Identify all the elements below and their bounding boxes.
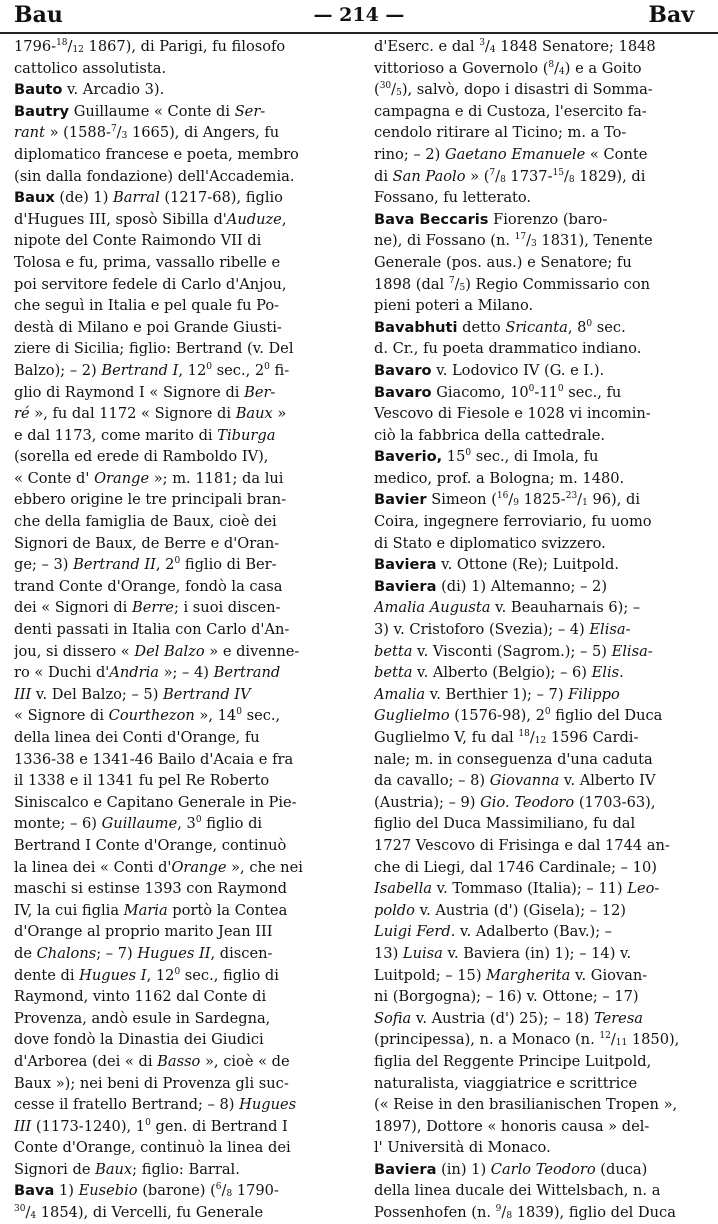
text-line: d'Arborea (dei « di Basso », cioè « de bbox=[14, 1052, 290, 1070]
text-line: cendolo ritirare al Ticino; m. a To- bbox=[374, 124, 627, 142]
text-line: diplomatico francese e poeta, membro bbox=[14, 145, 299, 163]
text-line: betta v. Visconti (Sagrom.); – 5) Elisa- bbox=[374, 642, 653, 660]
text-line: dente di Hugues I, $12^0$ sec., figlio di bbox=[14, 966, 279, 984]
text-line: Signori de Baux, de Berre e d'Oran- bbox=[14, 534, 280, 552]
text-line: naturalista, viaggiatrice e scrittrice bbox=[374, 1074, 638, 1092]
text-line: della linea ducale dei Wittelsbach, n. a bbox=[374, 1182, 661, 1200]
text-line: ge; – 3) Bertrand II, $2^0$ figlio di Ber- bbox=[14, 556, 277, 574]
text-line: figlio del Duca Massimiliano, fu dal bbox=[374, 815, 636, 833]
text-line: Bavaro Giacomo, $10^0-11^0$ sec., fu bbox=[374, 383, 622, 401]
page-header bbox=[0, 0, 718, 34]
text-line: Fossano, fu letterato. bbox=[374, 189, 532, 207]
text-line: che della famiglia de Baux, cioè dei bbox=[14, 513, 277, 531]
text-line: Guglielmo (1576-98), $2^0$ figlio del Duca bbox=[374, 707, 663, 725]
right-column bbox=[374, 36, 702, 1224]
text-line: 3) v. Cristoforo (Svezia); – 4) Elisa- bbox=[374, 621, 631, 639]
text-line: Bertrand I Conte d'Orange, continuò bbox=[14, 836, 287, 854]
text-line: Balzo); – 2) Bertrand I, $12^0$ sec., $2^0$ fi- bbox=[14, 361, 290, 379]
text-line: poldo v. Austria (d') (Gisela); – 12) bbox=[374, 901, 626, 919]
text-line: ro « Duchi d'Andria »; – 4) Bertrand bbox=[14, 664, 281, 682]
text-line: Provenza, andò esule in Sardegna, bbox=[14, 1009, 271, 1027]
text-line: ziere di Sicilia; figlio: Bertrand (v. Del bbox=[14, 340, 294, 358]
text-line: ciò la fabbrica della cattedrale. bbox=[374, 426, 606, 444]
text-line: Baux (de) 1) Barral (1217-68), figlio bbox=[14, 189, 283, 207]
text-line: (Austria); – 9) Gio. Teodoro (1703-63), bbox=[374, 793, 656, 811]
text-line: rino; – 2) Gaetano Emanuele « Conte bbox=[374, 145, 648, 163]
text-line: Baviera (di) 1) Altemanno; – 2) bbox=[374, 577, 608, 595]
text-line: l' Università di Monaco. bbox=[374, 1139, 551, 1157]
text-line: nale; m. in conseguenza d'una caduta bbox=[374, 750, 653, 768]
text-line: (sorella ed erede di Ramboldo IV), bbox=[14, 448, 269, 466]
text-line: 1336-38 e 1341-46 Bailo d'Acaia e fra bbox=[14, 750, 294, 768]
text-line: rant » ($1588-^7/_3$ 1665), di Angers, fu bbox=[14, 124, 280, 142]
text-line: campagna e di Custoza, l'esercito fa- bbox=[374, 102, 647, 120]
text-line: e dal 1173, come marito di Tiburga bbox=[14, 426, 276, 444]
text-line: figlia del Reggente Principe Luitpold, bbox=[374, 1052, 652, 1070]
text-line: Vescovo di Fiesole e 1028 vi incomin- bbox=[374, 405, 651, 423]
text-line: Luitpold; – 15) Margherita v. Giovan- bbox=[374, 966, 648, 984]
text-line: che seguì in Italia e pel quale fu Po- bbox=[14, 297, 280, 315]
text-line: Luigi Ferd. v. Adalberto (Bav.); – bbox=[374, 923, 613, 941]
text-line: Raymond, vinto 1162 dal Conte di bbox=[14, 988, 267, 1006]
text-line: che di Liegi, dal 1746 Cardinale; – 10) bbox=[374, 858, 657, 876]
text-line: d'Orange al proprio marito Jean III bbox=[14, 923, 273, 941]
text-line: Baviera (in) 1) Carlo Teodoro (duca) bbox=[374, 1160, 648, 1178]
text-line: monte; – 6) Guillaume, $3^0$ figlio di bbox=[14, 815, 263, 833]
text-line: ebbero origine le tre principali bran- bbox=[14, 491, 287, 509]
text-line: vittorioso a Governolo $(^8/_4)$ e a Goito bbox=[374, 59, 642, 77]
text-line: di Stato e diplomatico svizzero. bbox=[374, 534, 606, 552]
text-line: de Chalons; – 7) Hugues II, discen- bbox=[14, 944, 273, 962]
text-line: Bavier Simeon ($^{16}/_9$ $1825-^{23}/_1$ 96), di bbox=[374, 491, 641, 509]
text-line: da cavallo; – 8) Giovanna v. Alberto IV bbox=[374, 772, 656, 790]
text-line: (principessa), n. a Monaco (n. $^{12}/_{11}$ 1850), bbox=[374, 1031, 680, 1049]
text-line: Bavaro v. Lodovico IV (G. e I.). bbox=[374, 361, 605, 379]
text-line: Amalia Augusta v. Beauharnais 6); – bbox=[374, 599, 641, 617]
text-line: maschi si estinse 1393 con Raymond bbox=[14, 880, 287, 898]
text-line: 1897), Dottore « honoris causa » del- bbox=[374, 1117, 650, 1135]
text-line: betta v. Alberto (Belgio); – 6) Elis. bbox=[374, 664, 624, 682]
header-right-guideword: Bav bbox=[648, 2, 694, 28]
page-number: — 214 — bbox=[313, 4, 405, 26]
text-line: Possenhofen (n. $^9/_8$ 1839), figlio del Duca bbox=[374, 1204, 676, 1222]
text-line: Signori de Baux; figlio: Barral. bbox=[14, 1160, 240, 1178]
text-line: Amalia v. Berthier 1); – 7) Filippo bbox=[374, 685, 620, 703]
text-line: ne), di Fossano (n. $^{17}/_3$ 1831), Tenente bbox=[374, 232, 653, 250]
text-line: « Signore di Courthezon », $14^0$ sec., bbox=[14, 707, 281, 725]
text-line: III v. Del Balzo; – 5) Bertrand IV bbox=[14, 685, 251, 703]
text-line: Tolosa e fu, prima, vassallo ribelle e bbox=[14, 253, 281, 271]
text-line: Sofia v. Austria (d') 25); – 18) Teresa bbox=[374, 1009, 644, 1027]
text-line: di San Paolo » ($^7/_8$ $1737-^{15}/_8$ 1829), di bbox=[374, 167, 646, 185]
text-line: d. Cr., fu poeta drammatico indiano. bbox=[374, 340, 642, 358]
text-line: Bautry Guillaume « Conte di Ser- bbox=[14, 102, 266, 120]
text-line: trand Conte d'Orange, fondò la casa bbox=[14, 577, 283, 595]
text-line: jou, si dissero « Del Balzo » e divenne- bbox=[14, 642, 300, 660]
text-line: dei « Signori di Berre; i suoi discen- bbox=[14, 599, 281, 617]
text-line: (« Reise in den brasilianischen Tropen », bbox=[374, 1096, 678, 1114]
text-line: Conte d'Orange, continuò la linea dei bbox=[14, 1139, 291, 1157]
header-left-guideword: Bau bbox=[14, 2, 63, 28]
text-line: cesse il fratello Bertrand; – 8) Hugues bbox=[14, 1096, 297, 1114]
left-column bbox=[14, 36, 342, 1224]
text-line: la linea dei « Conti d'Orange », che nei bbox=[14, 858, 303, 876]
text-line: nipote del Conte Raimondo VII di bbox=[14, 232, 262, 250]
text-line: Baux »); nei beni di Provenza gli suc- bbox=[14, 1074, 289, 1092]
text-line: Generale (pos. aus.) e Senatore; fu bbox=[374, 253, 632, 271]
text-line: denti passati in Italia con Carlo d'An- bbox=[14, 621, 290, 639]
text-line: « Conte d' Orange »; m. 1181; da lui bbox=[14, 469, 284, 487]
text-line: medico, prof. a Bologna; m. 1480. bbox=[374, 469, 625, 487]
text-line: destà di Milano e poi Grande Giusti- bbox=[14, 318, 282, 336]
text-line: Isabella v. Tommaso (Italia); – 11) Leo- bbox=[374, 880, 660, 898]
text-line: 1727 Vescovo di Frisinga e dal 1744 an- bbox=[374, 836, 670, 854]
text-line: Coira, ingegnere ferroviario, fu uomo bbox=[374, 513, 652, 531]
text-line: poi servitore fedele di Carlo d'Anjou, bbox=[14, 275, 287, 293]
text-line: IV, la cui figlia Maria portò la Contea bbox=[14, 901, 288, 919]
text-line: $^{30}/_4$ 1854), di Vercelli, fu Generale bbox=[14, 1204, 264, 1222]
text-line: ré », fu dal 1172 « Signore di Baux » bbox=[14, 405, 287, 423]
text-line: $(^{30}/_5)$, salvò, dopo i disastri di Somma- bbox=[374, 81, 653, 99]
text-line: pieni poteri a Milano. bbox=[374, 297, 534, 315]
text-line: $1796-^{18}/_{12}$ 1867), di Parigi, fu filosofo bbox=[14, 38, 286, 55]
text-line: 1898 (dal $^7/_5$) Regio Commissario con bbox=[374, 275, 651, 293]
text-line: Siniscalco e Capitano Generale in Pie- bbox=[14, 793, 297, 811]
text-line: (sin dalla fondazione) dell'Accademia. bbox=[14, 167, 295, 185]
text-line: ni (Borgogna); – 16) v. Ottone; – 17) bbox=[374, 988, 639, 1006]
text-line: Baverio, $15^0$ sec., di Imola, fu bbox=[374, 448, 599, 466]
text-line: il 1338 e il 1341 fu pel Re Roberto bbox=[14, 772, 270, 790]
text-line: Bavabhuti detto Sricanta, $8^0$ sec. bbox=[374, 318, 626, 336]
text-line: glio di Raymond I « Signore di Ber- bbox=[14, 383, 276, 401]
text-line: d'Eserc. e dal $^3/_4$ 1848 Senatore; 1848 bbox=[374, 38, 656, 55]
text-line: Guglielmo V, fu dal $^{18}/_{12}$ 1596 Cardi- bbox=[374, 729, 639, 746]
text-line: Bava 1) Eusebio (barone) ($^6/_8$ 1790- bbox=[14, 1182, 279, 1200]
text-line: cattolico assolutista. bbox=[14, 59, 167, 77]
text-line: Baviera v. Ottone (Re); Luitpold. bbox=[374, 556, 619, 574]
text-line: 13) Luisa v. Baviera (in) 1); – 14) v. bbox=[374, 944, 632, 962]
text-line: Bauto v. Arcadio 3). bbox=[14, 81, 165, 99]
text-line: della linea dei Conti d'Orange, fu bbox=[14, 729, 260, 746]
text-line: dove fondò la Dinastia dei Giudici bbox=[14, 1031, 264, 1049]
text-line: III (1173-1240), $1^0$ gen. di Bertrand I bbox=[14, 1117, 288, 1135]
text-line: d'Hugues III, sposò Sibilla d'Auduze, bbox=[14, 210, 287, 228]
text-line: Bava Beccaris Fiorenzo (baro- bbox=[374, 210, 608, 228]
